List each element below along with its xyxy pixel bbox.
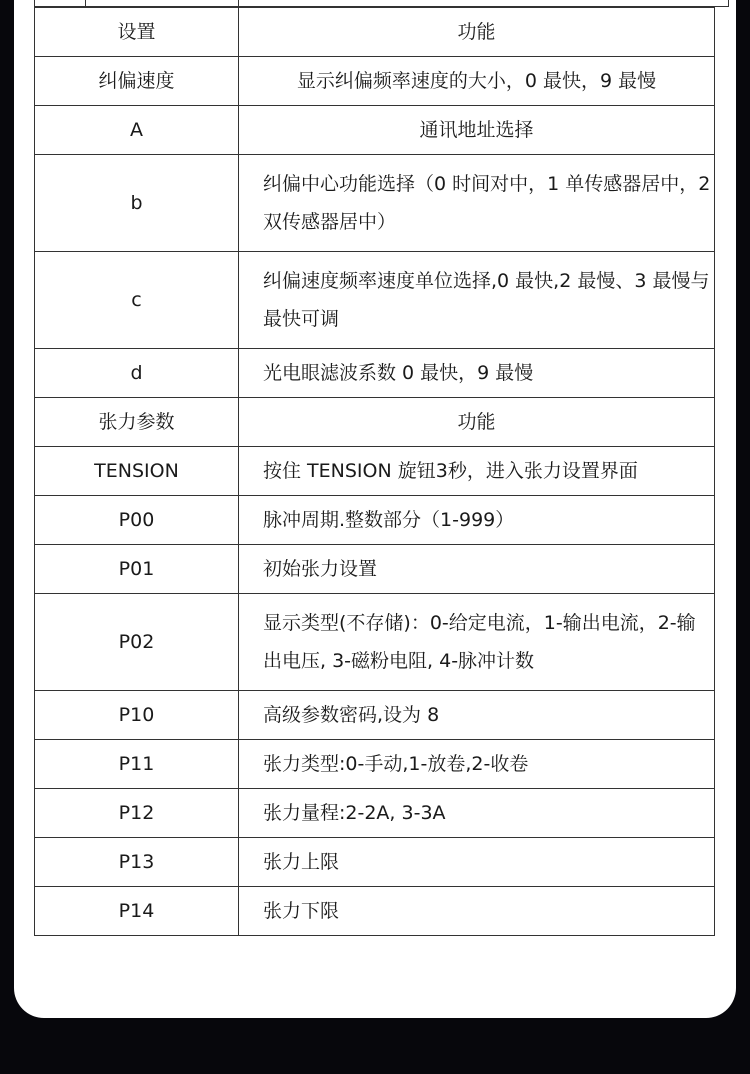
- cell-key: A: [35, 106, 239, 155]
- previous-table-edge: [34, 0, 729, 7]
- table-row: [35, 447, 715, 496]
- table-row: [35, 691, 715, 740]
- table-header-row: [35, 8, 715, 57]
- cell-key: P01: [35, 545, 239, 594]
- cell-value: 张力类型:0-手动,1-放卷,2-收卷: [239, 740, 715, 789]
- cell-key: d: [35, 349, 239, 398]
- table-row: [35, 594, 715, 691]
- cell-key: P00: [35, 496, 239, 545]
- cell-key: 张力参数: [35, 398, 239, 447]
- cell-key: P11: [35, 740, 239, 789]
- table-row: [35, 545, 715, 594]
- cell-key: P12: [35, 789, 239, 838]
- cell-key: 纠偏速度: [35, 57, 239, 106]
- cell-key: b: [35, 155, 239, 252]
- cell-value: 纠偏速度频率速度单位选择,0 最快,2 最慢、3 最慢与最快可调: [239, 252, 715, 349]
- cell-key: P13: [35, 838, 239, 887]
- cell-key: P14: [35, 887, 239, 936]
- table-row: [35, 106, 715, 155]
- cell-key: c: [35, 252, 239, 349]
- cell-value: 初始张力设置: [239, 545, 715, 594]
- table-row: [35, 496, 715, 545]
- table-row: [35, 252, 715, 349]
- cell-key: P10: [35, 691, 239, 740]
- cell-key: P02: [35, 594, 239, 691]
- table-row: [35, 789, 715, 838]
- cell-value: 高级参数密码,设为 8: [239, 691, 715, 740]
- table-row: [35, 838, 715, 887]
- cell-key: TENSION: [35, 447, 239, 496]
- cell-key: 设置: [35, 8, 239, 57]
- cell-value: 功能: [239, 8, 715, 57]
- table-row: [35, 155, 715, 252]
- cell-value: 显示类型(不存储)：0-给定电流，1-输出电流，2-输出电压, 3-磁粉电阻, 4-脉冲计数: [239, 594, 715, 691]
- table-row: [35, 349, 715, 398]
- cell-value: 显示纠偏频率速度的大小，0 最快，9 最慢: [239, 57, 715, 106]
- table-row: [35, 740, 715, 789]
- cell-value: 张力下限: [239, 887, 715, 936]
- table-edge-divider: [238, 0, 239, 7]
- cell-value: 纠偏中心功能选择（0 时间对中，1 单传感器居中，2 双传感器居中）: [239, 155, 715, 252]
- cell-value: 按住 TENSION 旋钮3秒，进入张力设置界面: [239, 447, 715, 496]
- table-edge-divider: [85, 0, 86, 7]
- table-section-header-row: [35, 398, 715, 447]
- cell-value: 张力量程:2-2A, 3-3A: [239, 789, 715, 838]
- cell-value: 张力上限: [239, 838, 715, 887]
- cell-value: 功能: [239, 398, 715, 447]
- table-row: [35, 57, 715, 106]
- cell-value: 脉冲周期.整数部分（1-999）: [239, 496, 715, 545]
- cell-value: 光电眼滤波系数 0 最快，9 最慢: [239, 349, 715, 398]
- spec-card: [14, 0, 736, 1018]
- parameter-table: [34, 7, 715, 936]
- cell-value: 通讯地址选择: [239, 106, 715, 155]
- table-row: [35, 887, 715, 936]
